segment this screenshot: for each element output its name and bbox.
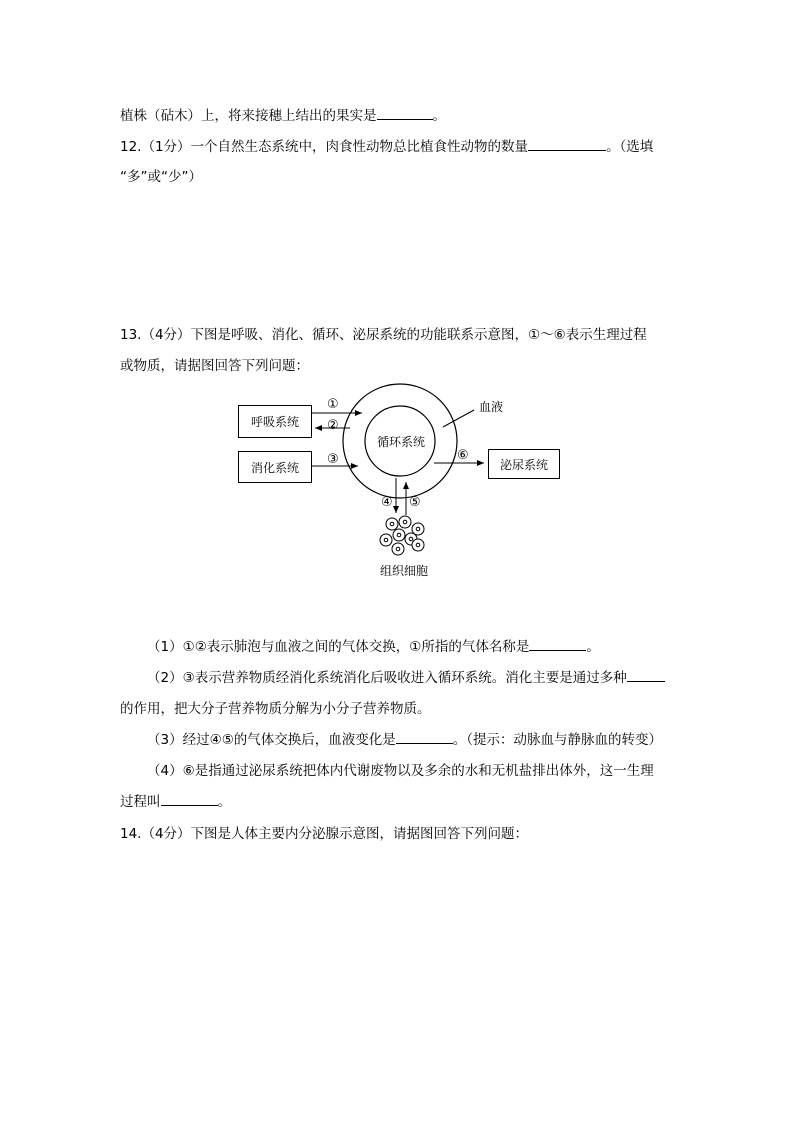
q13-sub3-end: 。（提示：动脉血与静脉血的转变） (452, 732, 663, 748)
q13-sub2-line2: 的作用，把大分子营养物质分解为小分子营养物质。 (120, 701, 431, 717)
label-3: ③ (327, 452, 339, 467)
q13-sub4-blank[interactable] (161, 791, 218, 806)
q13-sub1-blank[interactable] (529, 636, 586, 651)
q13-sub3-text: （3）经过④⑤的气体交换后，血液变化是 (147, 732, 396, 748)
tissue-cells-icon (380, 516, 424, 555)
q13-sub1-text: （1）①②表示肺泡与血液之间的气体交换，①所指的气体名称是 (147, 639, 530, 655)
q13-sub1 (147, 635, 600, 655)
label-4: ④ (381, 495, 393, 510)
label-6: ⑥ (457, 448, 469, 463)
q13-sub4-line2-text: 过程叫 (120, 794, 161, 810)
q13-sub4-end: 。 (217, 794, 231, 810)
q11-tail-text: 植株（砧木）上，将来接穗上结出的果实是 (120, 108, 377, 124)
q13-sub2-text: （2）③表示营养物质经消化系统消化后吸收进入循环系统。消化主要是通过多种 (147, 670, 627, 686)
q13-sub4: （4）⑥是指通过泌尿系统把体内代谢废物以及多余的水和无机盐排出体外，这一生理 (147, 763, 654, 779)
q13-sub3-blank[interactable] (396, 729, 453, 744)
q13-sub2-blank[interactable] (627, 667, 665, 682)
blood-pointer (443, 410, 474, 427)
urinary-system-box: 泌尿系统 (488, 449, 560, 479)
label-1: ① (327, 397, 339, 412)
respiratory-system-box: 呼吸系统 (238, 405, 312, 438)
label-5: ⑤ (409, 495, 421, 510)
blood-label: 血液 (479, 400, 504, 414)
q12-line2: “多”或“少”） (120, 169, 202, 185)
q13-sub3 (147, 728, 662, 748)
circulatory-system-label: 循环系统 (377, 435, 426, 449)
digestive-system-box: 消化系统 (238, 451, 312, 483)
q11-tail-end: 。 (432, 108, 446, 124)
q13-line1: 13.（4分）下图是呼吸、消化、循环、泌尿系统的功能联系示意图，①～⑥表示生理过程 (120, 327, 647, 343)
q14-line: 14.（4分）下图是人体主要内分泌腺示意图，请据图回答下列问题： (120, 826, 529, 842)
q13-sub1-end: 。 (586, 639, 600, 655)
tissue-cells-label: 组织细胞 (380, 564, 429, 578)
q13-line2: 或物质，请据图回答下列问题： (120, 358, 309, 374)
q12-text-end: 。（选填 (606, 139, 654, 155)
label-2: ② (327, 418, 339, 433)
q13-sub2 (147, 666, 665, 686)
q12-text: 12.（1分）一个自然生态系统中，肉食性动物总比植食性动物的数量 (120, 139, 529, 155)
q13-sub4-line2 (120, 790, 231, 810)
